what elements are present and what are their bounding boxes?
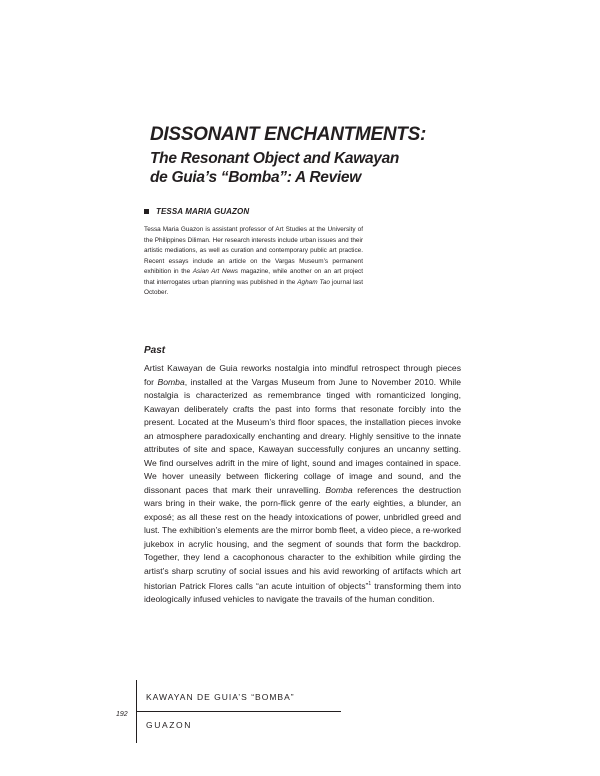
article-subtitle: [150, 149, 550, 187]
running-title: KAWAYAN DE GUIA’S “BOMBA”: [146, 692, 295, 702]
article-title: DISSONANT ENCHANTMENTS:: [150, 124, 426, 145]
body-paragraph: [144, 362, 461, 607]
bio-publication-1: Asian Art News: [192, 268, 238, 276]
bio-publication-2: Agham Tao: [297, 278, 330, 286]
body-text-2: , installed at the Vargas Museum from June to November 2010. While nostalgia is characterized as remembrance tinged with romanticized longing, Kawayan deliberately crafts the past into forms that resonate forcibly into the present. Located at the Museum’s third floor spaces, the installation pieces invoke an atmosphere paradoxically enchanting and dreary. Highly sensitive to the innate attributes of site and space, Kawayan successfully conjures an uncanny setting. We find ourselves adrift in the mire of light, sound and images contained in space. We hover uneasily between flickering collage of image and sound, and the dissonant paces that mark their unravelling.: [144, 376, 461, 495]
body-emphasis-2: Bomba: [325, 484, 353, 495]
bio-text-2: magazine, while another on an art project that interrogates urban planning was published in the: [144, 268, 363, 286]
author-byline: [144, 207, 249, 216]
square-bullet-icon: [144, 209, 149, 214]
footer-horizontal-rule: [136, 711, 341, 712]
bio-text-3: journal last October.: [144, 278, 364, 297]
footnote-marker[interactable]: 1: [368, 581, 372, 587]
subtitle-line-1: The Resonant Object and Kawayan: [150, 150, 400, 167]
body-text-1: Artist Kawayan de Guia reworks nostalgia into mindful retrospect through pieces for: [144, 363, 461, 387]
body-text-3: references the destruction wars bring in their wake, the porn-flick genre of the early eighties, a blunder, an exposé; as all these rest on the heady intoxications of power, unbridled greed and lust. The exhibition’s elements are the mirror bomb fleet, a video piece, a re-worked jukebox in acrylic housing, and the segment of sounds that form the backdrop. Together, they lend a cacophonous character to the exhibition while girding the artist’s sharp scrutiny of social issues and his avid reworking of artifacts which art historian Patrick Flores calls “an acute intuition of objects”: [144, 484, 461, 591]
running-author: GUAZON: [146, 720, 192, 730]
subtitle-line-2: de Guia’s “Bomba”: A Review: [150, 169, 361, 186]
body-emphasis-1: Bomba: [157, 376, 185, 387]
section-heading: Past: [144, 345, 166, 356]
author-name: TESSA MARIA GUAZON: [156, 207, 250, 216]
bio-text-1: Tessa Maria Guazon is assistant professor of Art Studies at the University of the Philippines Diliman. Her research interests include urban issues and their artistic mediations, as well as curation and contemporary public art practice. Recent essays include an article on the Vargas Museum’s permanent exhibition in the: [144, 226, 363, 276]
author-bio: [144, 225, 363, 299]
page-number: 192: [116, 711, 128, 718]
body-text-4: transforming them into ideologically infused vehicles to navigate the travails of the human condition.: [144, 580, 461, 605]
